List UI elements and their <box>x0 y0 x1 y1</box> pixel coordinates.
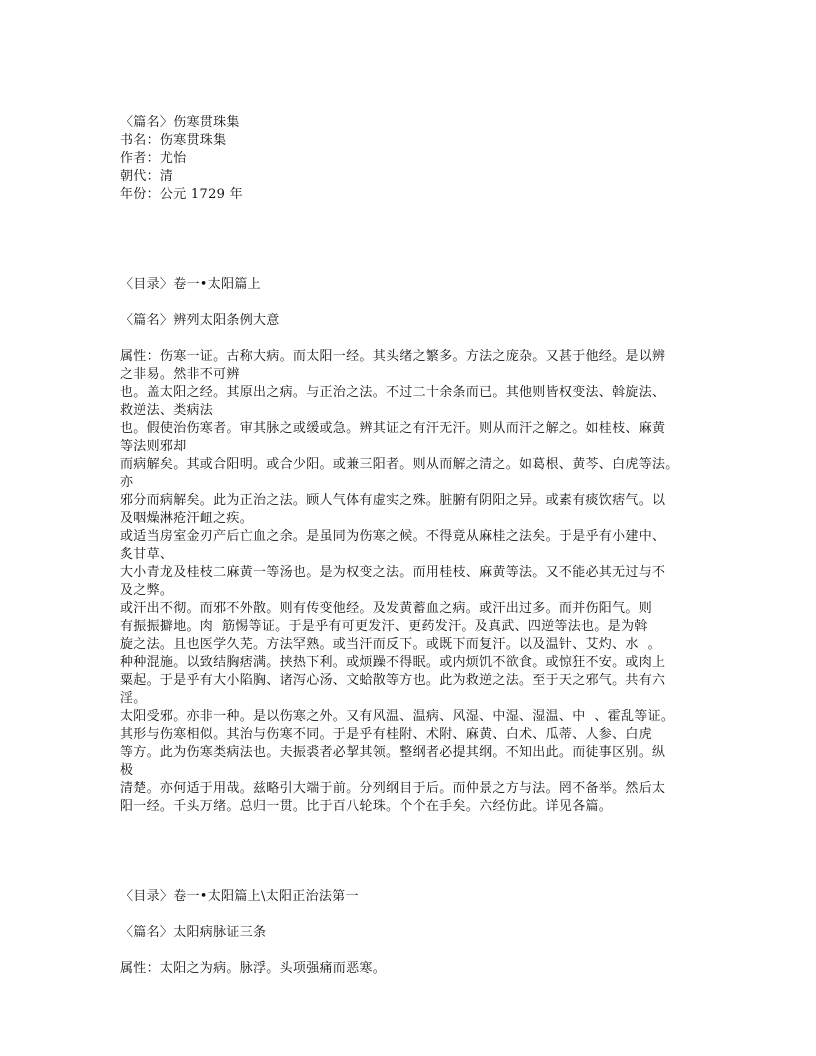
body-line: 而病解矣。其或合阳明。或合少阳。或兼三阳者。则从而解之清之。如葛根、黄芩、白虎等法。 <box>120 457 679 472</box>
body-line: 或适当房室金刃产后亡血之余。是虽同为伤寒之候。不得竟从麻桂之法矣。于是乎有小建中、 <box>120 529 666 544</box>
section-body <box>120 960 720 978</box>
spacer <box>120 816 720 870</box>
section-title: 〈篇名〉太阳病脉证三条 <box>120 925 267 940</box>
body-line: 有振振擗地。肉 筋惕等证。于是乎有可更发汗、更药发汗。及真武、四逆等法也。是为斡 <box>120 619 648 634</box>
body-line: 等方。此为伤寒类病法也。夫振裘者必挈其领。整纲者必提其纲。不知出此。而徒事区别。纵 <box>120 745 666 760</box>
spacer <box>120 330 720 348</box>
spacer <box>120 204 720 258</box>
document-page <box>120 114 720 978</box>
book-name: 书名：伤寒贯珠集 <box>120 133 227 148</box>
body-line: 及咽燥淋疮汗衄之疾。 <box>120 511 254 526</box>
body-line: 粟起。于是乎有大小陷胸、诸泻心汤、文蛤散等方也。此为救逆之法。至于天之邪气。共有六 <box>120 673 666 688</box>
body-line: 亦 <box>120 475 134 490</box>
body-line: 之非易。然非不可辨 <box>120 367 240 382</box>
body-line: 清楚。亦何适于用哉。兹略引大端于前。分列纲目于后。而仲景之方与法。罔不备举。然后太 <box>120 781 666 796</box>
section-body <box>120 348 720 816</box>
section-toc: 〈目录〉卷一•太阳篇上\太阳正治法第一 <box>120 889 359 904</box>
body-line: 也。假使治伤寒者。审其脉之或缓或急。辨其证之有汗无汗。则从而汗之解之。如桂枝、麻黄 <box>120 421 666 436</box>
body-line: 邪分而病解矣。此为正治之法。顾人气体有虚实之殊。脏腑有阴阳之异。或素有痰饮痞气。以 <box>120 493 666 508</box>
body-line: 阳一经。千头万绪。总归一贯。比于百八轮珠。个个在手矣。六经仿此。详见各篇。 <box>120 799 613 814</box>
book-dynasty: 朝代：清 <box>120 169 174 184</box>
body-line: 太阳受邪。亦非一种。是以伤寒之外。又有风温、温病、风湿、中湿、湿温、中 、霍乱等证。 <box>120 709 675 724</box>
body-line: 炙甘草、 <box>120 547 174 562</box>
spacer <box>120 942 720 960</box>
spacer <box>120 870 720 888</box>
section-1 <box>120 276 720 816</box>
body-line: 或汗出不彻。而邪不外散。则有传变他经。及发黄蓄血之病。或汗出过多。而并伤阳气。则 <box>120 601 653 616</box>
body-line: 大小青龙及桂枝二麻黄一等汤也。是为权变之法。而用桂枝、麻黄等法。又不能必其无过与不 <box>120 565 666 580</box>
body-line: 其形与伤寒相似。其治与伤寒不同。于是乎有桂附、术附、麻黄、白术、瓜蒂、人参、白虎 <box>120 727 653 742</box>
section-toc: 〈目录〉卷一•太阳篇上 <box>120 277 261 292</box>
spacer <box>120 906 720 924</box>
body-line: 旋之法。且也医学久芜。方法罕熟。或当汗而反下。或既下而复汗。以及温针、艾灼、水 。 <box>120 637 661 652</box>
book-info <box>120 114 720 204</box>
section-2 <box>120 888 720 978</box>
body-line: 属性：伤寒一证。古称大病。而太阳一经。其头绪之繁多。方法之庞杂。又甚于他经。是以辨 <box>120 349 666 364</box>
spacer <box>120 294 720 312</box>
body-line: 及之弊。 <box>120 583 174 598</box>
body-line: 属性：太阳之为病。脉浮。头项强痛而恶寒。 <box>120 961 387 976</box>
body-line: 种种混施。以致结胸痞满。挟热下利。或烦躁不得眠。或内烦饥不欲食。或惊狂不安。或肉上 <box>120 655 666 670</box>
body-line: 等法则邪却 <box>120 439 187 454</box>
book-author: 作者：尤怡 <box>120 151 187 166</box>
body-line: 也。盖太阳之经。其原出之病。与正治之法。不过二十余条而已。其他则皆权变法、斡旋法、 <box>120 385 666 400</box>
body-line: 极 <box>120 763 134 778</box>
book-year: 年份：公元 1729 年 <box>120 187 243 202</box>
body-line: 救逆法、类病法 <box>120 403 214 418</box>
book-section-title: 〈篇名〉伤寒贯珠集 <box>120 115 240 130</box>
section-title: 〈篇名〉辨列太阳条例大意 <box>120 313 280 328</box>
spacer <box>120 258 720 276</box>
body-line: 淫。 <box>120 691 147 706</box>
